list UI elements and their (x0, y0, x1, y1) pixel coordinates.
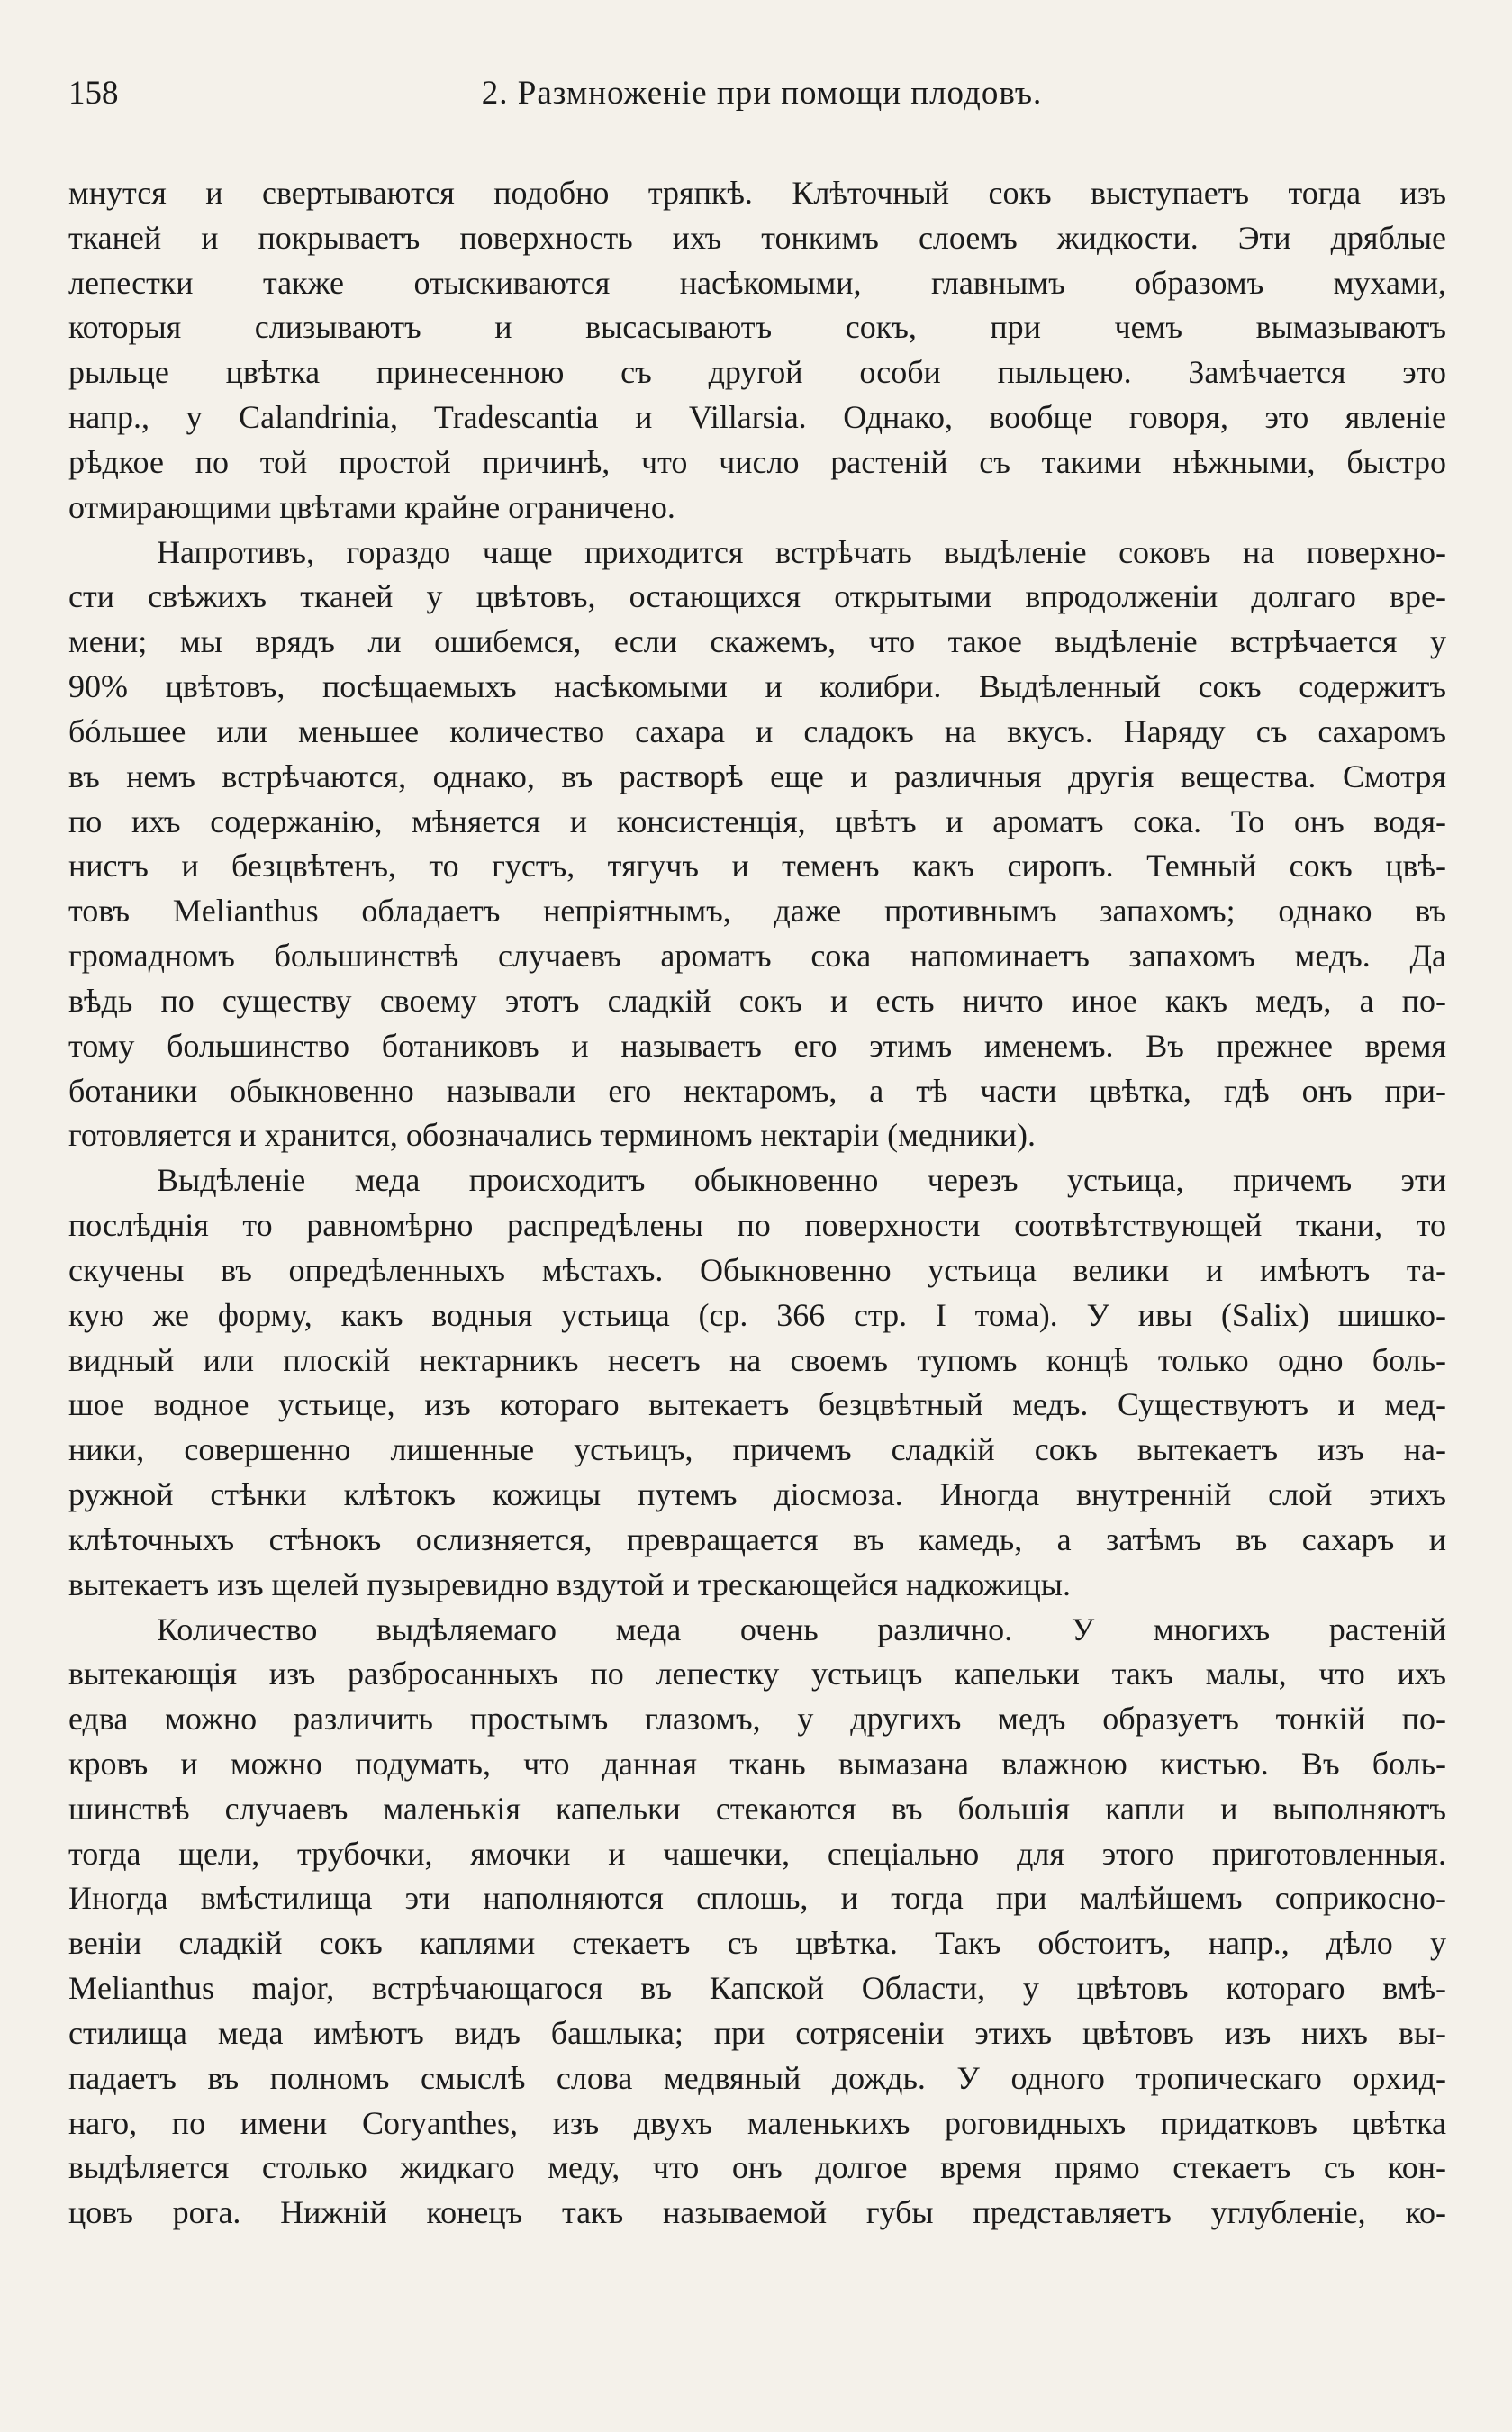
text-line: нистъ и безцвѣтенъ, то густъ, тягучъ и теменъ какъ сиропъ. Темный сокъ цвѣ- (68, 848, 1446, 885)
running-title: 2. Размноженіе при помощи плодовъ. (481, 75, 1043, 112)
text-line: готовляется и хранится, обозначались терминомъ нектаріи (медники). (68, 1117, 1036, 1154)
text-line: клѣточныхъ стѣнокъ ослизняется, превращается въ камедь, а затѣмъ въ сахаръ и (68, 1520, 1446, 1557)
text-line: едва можно различить простымъ глазомъ, у другихъ медъ образуетъ тонкій по- (68, 1701, 1446, 1738)
text-line: тканей и покрываетъ поверхность ихъ тонкимъ слоемъ жидкости. Эти дряблые (68, 219, 1446, 256)
text-line: которыя слизываютъ и высасываютъ сокъ, при чемъ вымазываютъ (68, 309, 1446, 346)
text-line: отмирающими цвѣтами крайне ограничено. (68, 488, 675, 525)
page-number: 158 (68, 75, 119, 112)
text-line: Иногда вмѣстилища эти наполняются сплошь, и тогда при малѣйшемъ соприкосно- (68, 1880, 1446, 1917)
text-line: 90% цвѣтовъ, посѣщаемыхъ насѣкомыми и колибри. Выдѣленный сокъ содержитъ (68, 668, 1446, 705)
text-line: шинствѣ случаевъ маленькія капельки стекаются въ большія капли и выполняютъ (68, 1790, 1446, 1827)
text-line: мени; мы врядъ ли ошибемся, если скажемъ, что такое выдѣленіе встрѣчается у (68, 623, 1446, 660)
page-header (68, 70, 1455, 117)
text-line: кую же форму, какъ водныя устьица (ср. 366 стр. I тома). У ивы (Salix) шишко- (68, 1296, 1446, 1333)
text-line: товъ Melianthus обладаетъ непріятнымъ, даже противнымъ запахомъ; однако въ (68, 893, 1446, 930)
text-line: рѣдкое по той простой причинѣ, что число растеній съ такими нѣжными, быстро (68, 443, 1446, 480)
text-line: веніи сладкій сокъ каплями стекаетъ съ цвѣтка. Такъ обстоитъ, напр., дѣло у (68, 1925, 1446, 1962)
text-line: шое водное устьице, изъ котораго вытекаетъ безцвѣтный медъ. Существуютъ и мед- (68, 1386, 1446, 1423)
text-line: тогда щели, трубочки, ямочки и чашечки, спеціально для этого приготовленныя. (68, 1835, 1446, 1872)
text-line: цовъ рога. Нижній конецъ такъ называемой губы представляетъ углубленіе, ко- (68, 2194, 1446, 2231)
text-line: Напротивъ, гораздо чаще приходится встрѣчать выдѣленіе соковъ на поверхно- (157, 533, 1446, 570)
text-line: наго, по имени Coryanthes, изъ двухъ маленькихъ роговидныхъ придатковъ цвѣтка (68, 2104, 1446, 2141)
text-line: громадномъ большинствѣ случаевъ ароматъ сока напоминаетъ запахомъ медъ. Да (68, 938, 1446, 975)
text-line: скучены въ опредѣленныхъ мѣстахъ. Обыкновенно устьица велики и имѣютъ та- (68, 1251, 1446, 1288)
text-line: вытекаетъ изъ щелей пузыревидно вздутой и трескающейся надкожицы. (68, 1565, 1071, 1602)
text-line: въ немъ встрѣчаются, однако, въ растворѣ еще и различныя другія вещества. Смотря (68, 758, 1446, 794)
text-line: мнутся и свертываются подобно тряпкѣ. Клѣточный сокъ выступаетъ тогда изъ (68, 175, 1446, 211)
text-line: падаетъ въ полномъ смыслѣ слова медвяный дождь. У одного тропическаго орхид- (68, 2059, 1446, 2096)
text-line: Выдѣленіе меда происходитъ обыкновенно черезъ устьица, причемъ эти (157, 1162, 1446, 1199)
text-line: видный или плоскій нектарникъ несетъ на своемъ тупомъ концѣ только одно боль- (68, 1341, 1446, 1378)
text-line: вытекающія изъ разбросанныхъ по лепестку устьицъ капельки такъ малы, что ихъ (68, 1656, 1446, 1692)
text-line: ники, совершенно лишенные устьицъ, причемъ сладкій сокъ вытекаетъ изъ на- (68, 1431, 1446, 1468)
text-line: ружной стѣнки клѣтокъ кожицы путемъ діосмоза. Иногда внутренній слой этихъ (68, 1476, 1446, 1513)
text-line: рыльце цвѣтка принесенною съ другой особи пыльцею. Замѣчается это (68, 354, 1446, 391)
text-line: выдѣляется столько жидкаго меду, что онъ долгое время прямо стекаетъ съ кон- (68, 2149, 1446, 2186)
body-text (68, 171, 1446, 2236)
text-line: по ихъ содержанію, мѣняется и консистенція, цвѣтъ и ароматъ сока. То онъ водя- (68, 803, 1446, 839)
text-line: кровъ и можно подумать, что данная ткань вымазана влажною кистью. Въ боль- (68, 1745, 1446, 1782)
text-line: напр., у Calandrinia, Tradescantia и Villarsia. Однако, вообще говоря, это явленіе (68, 399, 1446, 436)
text-line: тому большинство ботаниковъ и называетъ его этимъ именемъ. Въ прежнее время (68, 1027, 1446, 1064)
text-line: Количество выдѣляемаго меда очень различно. У многихъ растеній (157, 1611, 1446, 1647)
text-line: бóльшее или меньшее количество сахара и сладокъ на вкусъ. Наряду съ сахаромъ (68, 712, 1446, 749)
text-line: лепестки также отыскиваются насѣкомыми, главнымъ образомъ мухами, (68, 264, 1446, 301)
text-line: вѣдь по существу своему этотъ сладкій сокъ и есть ничто иное какъ медъ, а по- (68, 982, 1446, 1019)
text-line: послѣднія то равномѣрно распредѣлены по поверхности соотвѣтствующей ткани, то (68, 1207, 1446, 1244)
text-line: Melianthus major, встрѣчающагося въ Капской Области, у цвѣтовъ котораго вмѣ- (68, 1970, 1446, 2007)
text-line: ботаники обыкновенно называли его нектаромъ, а тѣ части цвѣтка, гдѣ онъ при- (68, 1072, 1446, 1109)
text-line: сти свѣжихъ тканей у цвѣтовъ, остающихся открытыми впродолженіи долгаго вре- (68, 578, 1446, 615)
text-line: стилища меда имѣютъ видъ башлыка; при сотрясеніи этихъ цвѣтовъ изъ нихъ вы- (68, 2014, 1446, 2051)
